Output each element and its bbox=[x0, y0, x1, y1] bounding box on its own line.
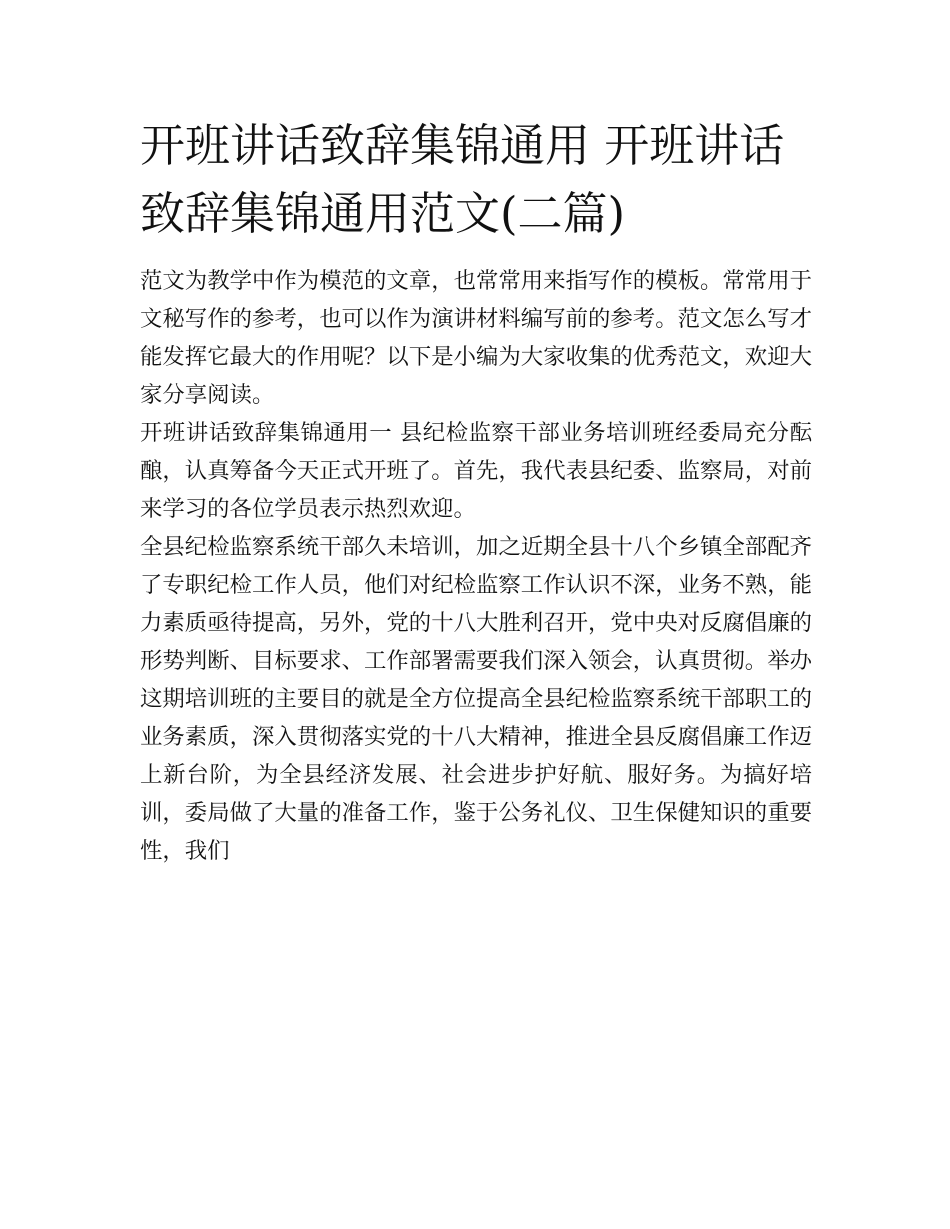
paragraph-opening: 开班讲话致辞集锦通用一 县纪检监察干部业务培训班经委局充分酝酿，认真筹备今天正式开班了。首先，我代表县纪委、监察局，对前来学习的各位学员表示热烈欢迎。 bbox=[140, 420, 812, 522]
document-title: 开班讲话致辞集锦通用 开班讲话致辞集锦通用范文(二篇) bbox=[140, 119, 785, 240]
paragraph-training-purpose: 全县纪检监察系统干部久未培训，加之近期全县十八个乡镇全部配齐了专职纪检工作人员，他们对纪检监察工作认识不深，业务不熟，能力素质亟待提高，另外，党的十八大胜利召开，党中央对反腐倡廉的形势判断、目标要求、工作部署需要我们深入领会，认真贯彻。举办这期培训班的主要目的就是全方位提高全县纪检监察系统干部职工的业务素质，深入贯彻落实党的十八大精神，推进全县反腐倡廉工作迈上新台阶，为全县经济发展、社会进步护好航、服好务。为搞好培训，委局做了大量的准备工作，鉴于公务礼仪、卫生保健知识的重要性，我们 bbox=[140, 534, 812, 864]
paragraph-intro: 范文为教学中作为模范的文章，也常常用来指写作的模板。常常用于文秘写作的参考，也可以作为演讲材料编写前的参考。范文怎么写才能发挥它最大的作用呢？以下是小编为大家收集的优秀范文，欢迎大家分享阅读。 bbox=[140, 268, 812, 408]
document-page bbox=[140, 112, 812, 870]
